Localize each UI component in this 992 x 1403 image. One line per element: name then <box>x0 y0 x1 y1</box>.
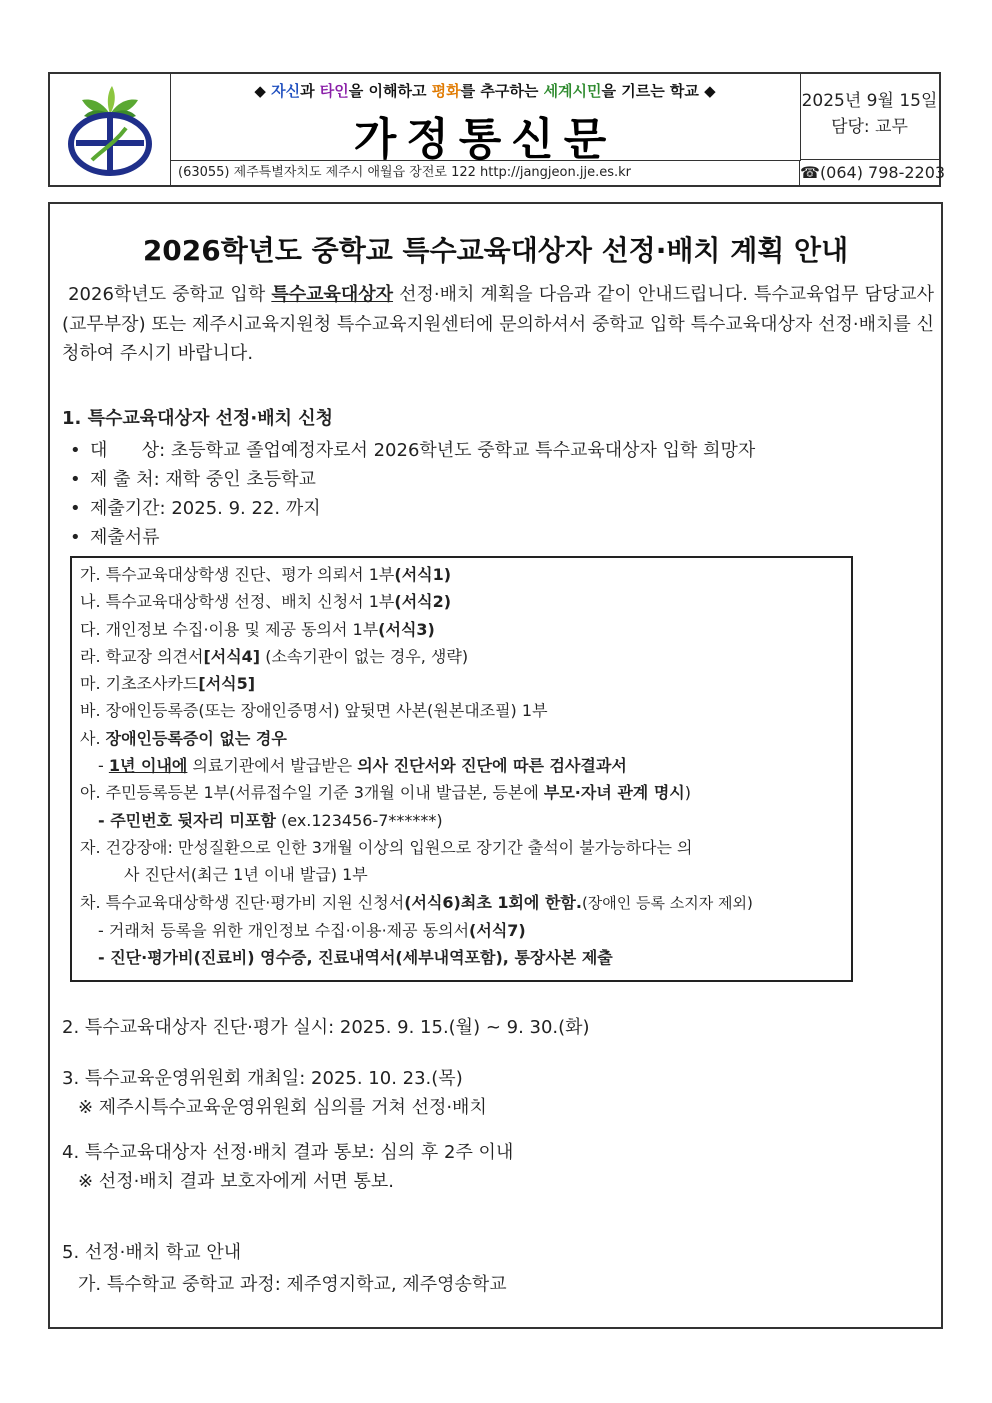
intro-paragraph: 2026학년도 중학교 입학 특수교육대상자 선정·배치 계획을 다음과 같이 안내드립니다. 특수교육업무 담당교사(교무부장) 또는 제주시교육지원청 특수교육지원센터에 문의하셔서 중학교 입학 특수교육대상자 선정·배치를 신청하여 주시기 바랍니다. <box>62 284 935 364</box>
section-4: 4. 특수교육대상자 선정·배치 결과 통보: 심의 후 2주 이내 <box>62 1142 514 1163</box>
newsletter-header <box>48 72 946 187</box>
section-3: 3. 특수교육운영위원회 개최일: 2025. 10. 23.(목) <box>62 1068 463 1089</box>
doc-item-ma: 마. 기초조사카드[서식5] <box>80 674 256 694</box>
section-1-heading: 1. 특수교육대상자 선정·배치 신청 <box>62 408 334 429</box>
bullet-target: • 대 상: 초등학교 졸업예정자로서 2026학년도 중학교 특수교육대상자 입학 희망자 <box>70 440 756 461</box>
phone-number: ☎(064) 798-2203 <box>800 163 946 182</box>
bullet-documents: • 제출서류 <box>70 527 160 548</box>
newsletter-title: 가정통신문 <box>353 114 617 165</box>
section-4-note: ※ 선정·배치 결과 보호자에게 서면 통보. <box>78 1171 394 1192</box>
section-5-item: 가. 특수학교 중학교 과정: 제주영지학교, 제주영송학교 <box>78 1274 507 1295</box>
doc-item-a: 아. 주민등록등본 1부(서류접수일 기준 3개월 이내 발급본, 등본에 부모·자녀 관계 명시) <box>80 783 691 803</box>
doc-item-sa: 사. 장애인등록증이 없는 경우 <box>80 728 287 748</box>
school-emblem-icon <box>62 84 158 176</box>
doc-item-cha-sub1: - 거래처 등록을 위한 개인정보 수집·이용·제공 동의서(서식7) <box>98 920 526 940</box>
section-5: 5. 선정·배치 학교 안내 <box>62 1242 242 1263</box>
issue-date: 2025년 9월 15일 <box>801 91 938 111</box>
school-motto: ◆ 자신과 타인을 이해하고 평화를 추구하는 세계시민을 기르는 학교 ◆ <box>254 82 716 100</box>
intro-keyword: 특수교육대상자 <box>271 284 394 305</box>
manager: 담당: 교무 <box>831 117 908 137</box>
section-3-note: ※ 제주시특수교육운영위원회 심의를 거쳐 선정·배치 <box>78 1097 487 1118</box>
doc-item-ja-line2: 사 진단서(최근 1년 이내 발급) 1부 <box>124 865 368 885</box>
doc-item-na: 나. 특수교육대상학생 선정、배치 신청서 1부(서식2) <box>80 592 452 612</box>
section-2: 2. 특수교육대상자 진단·평가 실시: 2025. 9. 15.(월) ~ 9. 30.(화) <box>62 1017 590 1038</box>
notice-body <box>48 202 943 1329</box>
doc-item-cha-sub2: - 진단·평가비(진료비) 영수증, 진료내역서(세부내역포함), 통장사본 제출 <box>98 948 613 968</box>
title-cell <box>170 74 801 165</box>
documents-box <box>70 556 853 982</box>
doc-item-a-sub: - 주민번호 뒷자리 미포함 (ex.123456-7******) <box>98 810 443 830</box>
doc-item-cha: 차. 특수교육대상학생 진단·평가비 지원 신청서(서식6)최초 1회에 한함.(장애인 등록 소지자 제외) <box>80 892 753 912</box>
doc-item-ba: 바. 장애인등록증(또는 장애인증명서) 앞뒷면 사본(원본대조필) 1부 <box>80 701 548 721</box>
doc-item-da: 다. 개인정보 수집·이용 및 제공 동의서 1부(서식3) <box>80 619 435 639</box>
school-address: (63055) 제주특별자치도 제주시 애월읍 장전로 122 http://jangjeon.jje.es.kr <box>170 160 800 185</box>
phone-icon: ☎ <box>800 163 820 182</box>
doc-item-ja-line1: 자. 건강장애: 만성질환으로 인한 3개월 이상의 입원으로 장기간 출석이 불가능하다는 의 <box>80 837 693 857</box>
doc-item-sa-sub: - 1년 이내에 의료기관에서 발급받은 의사 진단서와 진단에 따른 검사결과서 <box>98 756 627 776</box>
bullet-submit-to: • 제 출 처: 재학 중인 초등학교 <box>70 469 316 490</box>
logo-cell <box>50 74 171 185</box>
notice-title: 2026학년도 중학교 특수교육대상자 선정·배치 계획 안내 <box>142 234 849 267</box>
doc-item-ga: 가. 특수교육대상학생 진단、평가 의뢰서 1부(서식1) <box>80 565 452 584</box>
bullet-deadline: • 제출기간: 2025. 9. 22. 까지 <box>70 498 321 519</box>
doc-item-ra: 라. 학교장 의견서[서식4] (소속기관이 없는 경우, 생략) <box>80 646 469 666</box>
issue-info <box>800 74 939 160</box>
